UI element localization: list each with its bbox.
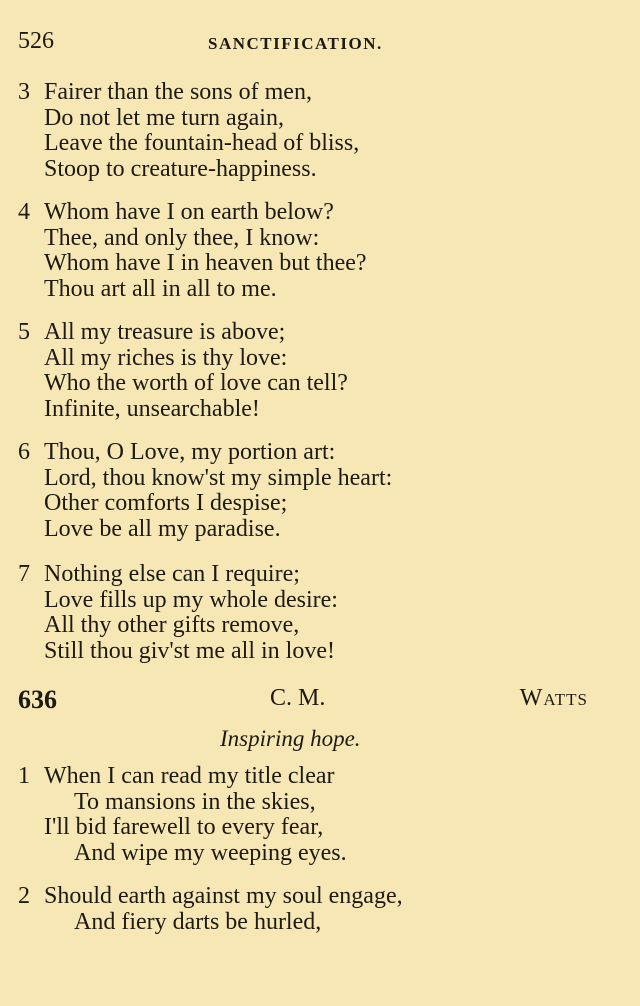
verse-line: Who the worth of love can tell? xyxy=(44,370,348,396)
stanza-number: 4 xyxy=(18,199,30,225)
verse-line: Stoop to creature-happiness. xyxy=(44,155,317,182)
verse-line: Other comforts I despise; xyxy=(44,490,288,516)
hymn-meter: C. M. xyxy=(270,685,326,711)
verse-line: Infinite, unsearchable! xyxy=(44,395,260,422)
stanza-number: 2 xyxy=(18,883,30,909)
stanza-number: 6 xyxy=(18,439,30,465)
stanza-number: 1 xyxy=(18,763,30,789)
running-title: SANCTIFICATION. xyxy=(208,34,383,53)
hymn-heading xyxy=(18,685,588,719)
verse-line: Thou art all in all to me. xyxy=(44,275,277,302)
verse-line: Fairer than the sons of men, xyxy=(44,79,312,105)
verse-line: Do not let me turn again, xyxy=(44,104,284,131)
verse-line: Still thou giv'st me all in love! xyxy=(44,637,335,664)
verse-line: Lord, thou know'st my simple heart: xyxy=(44,464,393,491)
stanza-number: 5 xyxy=(18,319,30,345)
verse-line: Thee, and only thee, I know: xyxy=(44,224,320,251)
verse-line: All my riches is thy love: xyxy=(44,344,288,371)
page-header xyxy=(18,28,622,58)
verse-line: Should earth against my soul engage, xyxy=(44,883,403,909)
verse-line: All thy other gifts remove, xyxy=(44,612,300,638)
verse-line: Thou, O Love, my portion art: xyxy=(44,439,336,465)
verse-line: And fiery darts be hurled, xyxy=(74,908,322,935)
stanza-number: 7 xyxy=(18,561,30,587)
verse-line: When I can read my title clear xyxy=(44,763,335,789)
verse-line: Whom have I on earth below? xyxy=(44,199,334,225)
page-number: 526 xyxy=(18,28,54,54)
verse-line: Leave the fountain-head of bliss, xyxy=(44,130,360,156)
verse-line: I'll bid farewell to every fear, xyxy=(44,814,324,840)
hymn-author: Watts xyxy=(519,685,588,711)
verse-line: And wipe my weeping eyes. xyxy=(74,839,347,866)
stanza-number: 3 xyxy=(18,79,30,105)
verse-line: Whom have I in heaven but thee? xyxy=(44,250,367,276)
hymn-subtitle: Inspiring hope. xyxy=(220,726,361,751)
verse-line: All my treasure is above; xyxy=(44,319,286,345)
verse-line: Nothing else can I require; xyxy=(44,561,300,587)
verse-line: Love fills up my whole desire: xyxy=(44,586,338,613)
verse-line: To mansions in the skies, xyxy=(74,788,316,815)
verse-line: Love be all my paradise. xyxy=(44,515,281,542)
hymn-number: 636 xyxy=(18,685,57,714)
